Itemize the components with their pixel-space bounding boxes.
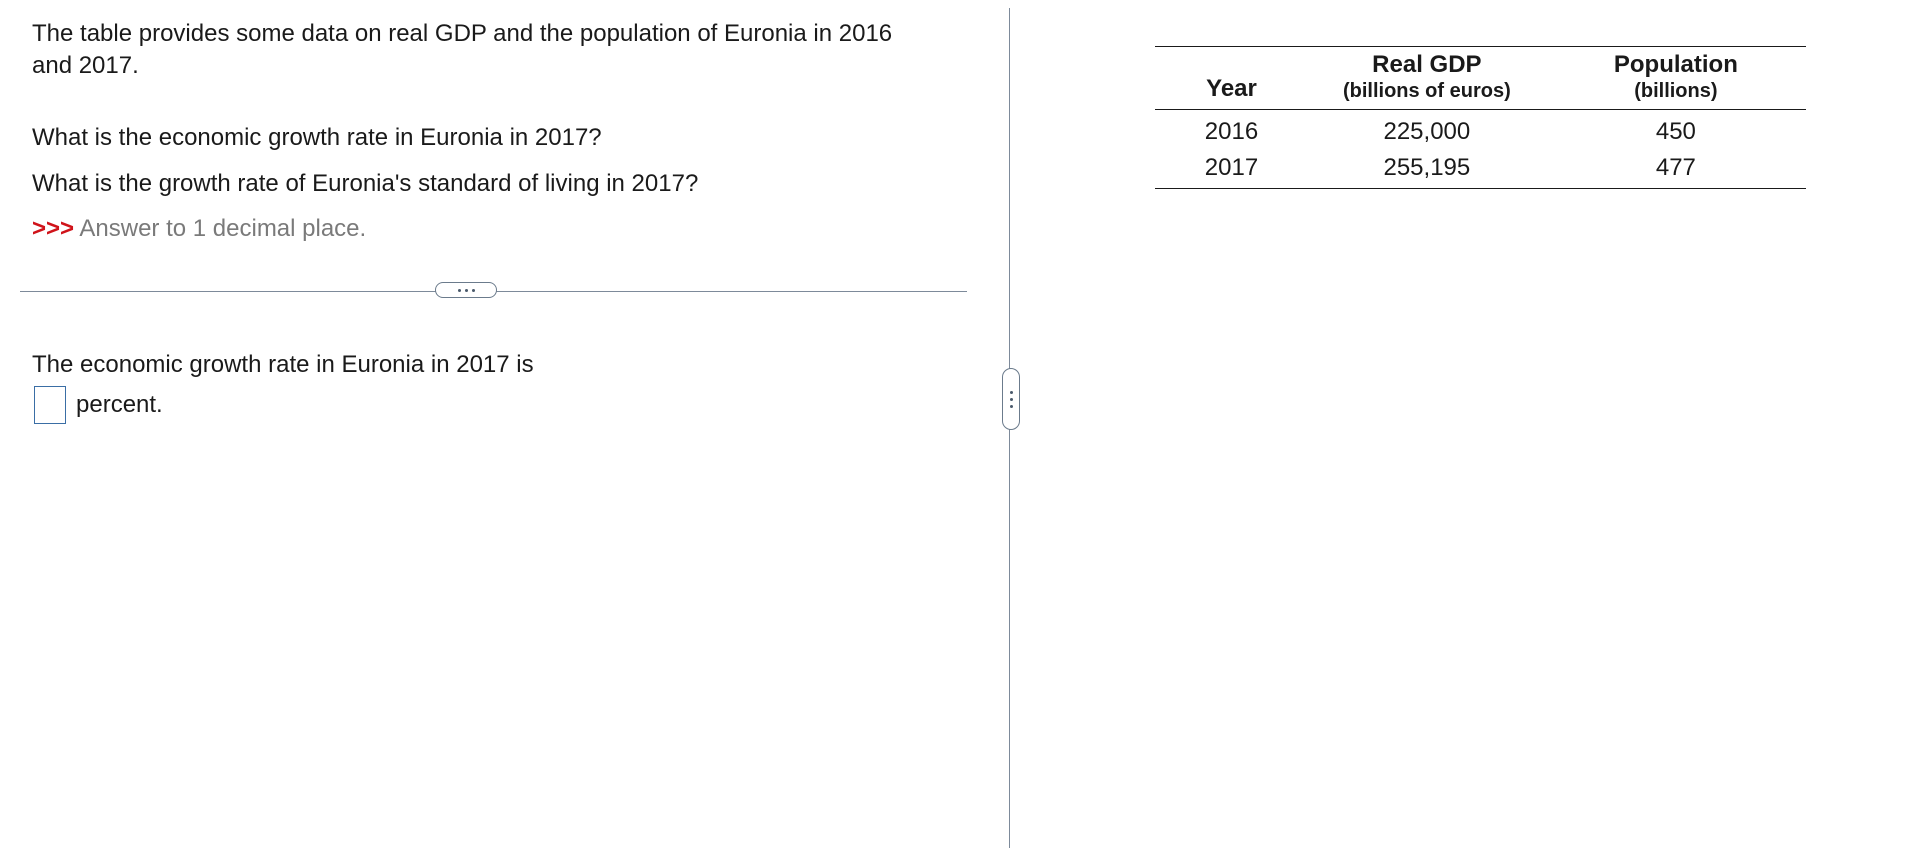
header-year: Year bbox=[1206, 75, 1257, 102]
answer-suffix: percent. bbox=[76, 391, 163, 418]
gdp-population-table bbox=[1155, 46, 1806, 189]
answer-input[interactable] bbox=[34, 386, 66, 424]
header-real-gdp: Real GDP (billions of euros) bbox=[1342, 51, 1511, 102]
data-pane bbox=[1012, 0, 1914, 862]
answer-prompt: The economic growth rate in Euronia in 2017 is bbox=[32, 351, 534, 378]
hint-arrows: >>> bbox=[32, 215, 75, 242]
hint-text: Answer to 1 decimal place. bbox=[79, 215, 367, 242]
cell-year: 2017 bbox=[1204, 154, 1259, 181]
question-intro: The table provides some data on real GDP and the population of Euronia in 2016 and 2017. bbox=[32, 20, 893, 79]
cell-real-gdp: 225,000 bbox=[1383, 118, 1471, 145]
table-row bbox=[1155, 110, 1806, 151]
header-population: Population (billions) bbox=[1613, 51, 1738, 102]
cell-real-gdp: 255,195 bbox=[1383, 154, 1471, 181]
answer-hint bbox=[32, 213, 366, 245]
more-horizontal-icon[interactable] bbox=[435, 282, 497, 298]
cell-year: 2016 bbox=[1204, 118, 1259, 145]
table-row bbox=[1155, 150, 1806, 189]
answer-row bbox=[34, 386, 163, 424]
cell-population: 450 bbox=[1655, 118, 1696, 145]
table-header-row bbox=[1155, 47, 1806, 110]
question-economic-growth: What is the economic growth rate in Euronia in 2017? bbox=[32, 124, 602, 151]
cell-population: 477 bbox=[1655, 154, 1696, 181]
question-standard-of-living: What is the growth rate of Euronia's standard of living in 2017? bbox=[32, 170, 699, 197]
